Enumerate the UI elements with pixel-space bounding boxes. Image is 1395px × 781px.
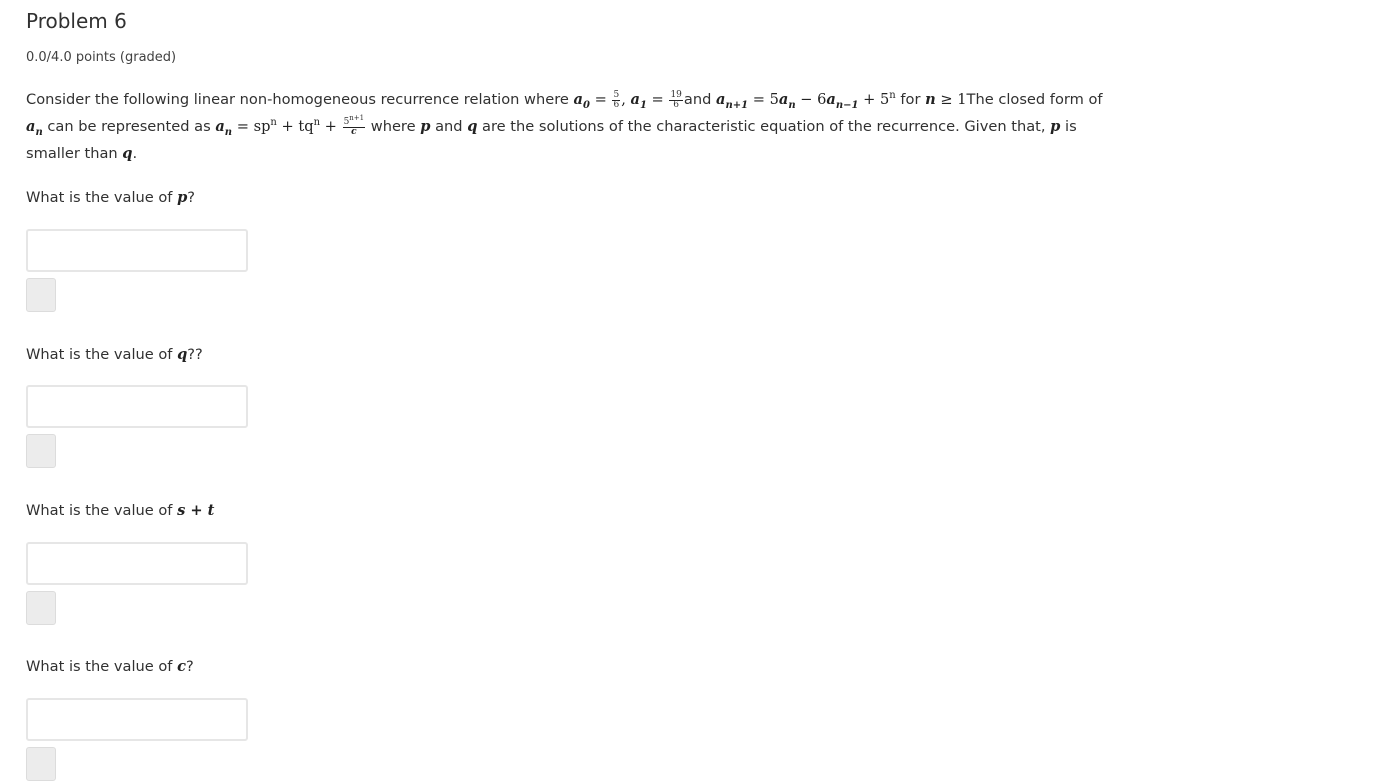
submit-button-2[interactable] <box>26 434 56 468</box>
answer-input-2[interactable] <box>26 385 248 428</box>
math-a-n-minus-1: $a_{n-1}$ <box>826 91 859 111</box>
math-a-n: $a_n$ <box>26 118 43 138</box>
question-3-label: What is the value of s + t <box>26 502 215 519</box>
math-fraction-5n1-c: $\frac{5^{n+1}}{c}$ <box>343 113 365 137</box>
math-term: − 6 <box>795 91 827 108</box>
math-term: = 5 <box>748 91 779 108</box>
problem-title: Problem 6 <box>26 9 127 33</box>
math-fraction-19-6: $\frac{19}{6}$ <box>670 89 682 110</box>
statement-text: are the solutions of the characteristic equation of the recurrence. Given that, <box>477 118 1051 135</box>
math-a1: $a_1$ <box>630 91 647 111</box>
math-a-n-plus-1: $a_{n+1}$ <box>716 91 749 111</box>
question-4-label: What is the value of c? <box>26 658 194 675</box>
math-q: q <box>122 145 133 162</box>
statement-text: and <box>430 118 468 135</box>
answer-input-1[interactable] <box>26 229 248 272</box>
math-comma: , <box>621 91 631 108</box>
statement-text: where <box>366 118 421 135</box>
problem-statement <box>26 86 1116 167</box>
statement-text: is smaller than <box>26 118 1077 162</box>
math-var: c <box>177 658 186 675</box>
math-var: p <box>177 189 188 206</box>
math-p: p <box>420 118 431 135</box>
answer-input-4[interactable] <box>26 698 248 741</box>
question-1-label: What is the value of p? <box>26 189 196 206</box>
math-a-n: $a_n$ <box>215 118 233 138</box>
math-closed-form: = $sp^n + tq^n$ + <box>232 117 342 135</box>
statement-text: The closed form of <box>966 91 1103 108</box>
statement-text: can be represented as <box>42 118 216 135</box>
question-2-label: What is the value of q?? <box>26 346 203 363</box>
math-var: q <box>177 346 188 363</box>
math-n: n <box>925 91 936 108</box>
statement-text: Consider the following linear non-homogeneous recurrence relation where <box>26 91 574 108</box>
math-var: s + t <box>177 502 215 519</box>
math-equals: = <box>589 91 612 108</box>
math-condition: ≥ 1 <box>935 91 967 108</box>
points-status: 0.0/4.0 points (graded) <box>26 50 177 65</box>
math-a0: $a_0$ <box>573 91 590 111</box>
math-term-5n: + $5^n$ <box>858 90 896 108</box>
submit-button-3[interactable] <box>26 591 56 625</box>
math-p: p <box>1050 118 1061 135</box>
math-equals: = <box>646 91 669 108</box>
submit-button-4[interactable] <box>26 747 56 781</box>
math-q: q <box>467 118 478 135</box>
math-a-n: $a_n$ <box>778 91 796 111</box>
statement-text: and <box>683 91 716 108</box>
statement-text: . <box>132 145 138 162</box>
statement-text: for <box>895 91 926 108</box>
submit-button-1[interactable] <box>26 278 56 312</box>
math-fraction-5-6: $\frac{5}{6}$ <box>613 89 620 110</box>
answer-input-3[interactable] <box>26 542 248 585</box>
